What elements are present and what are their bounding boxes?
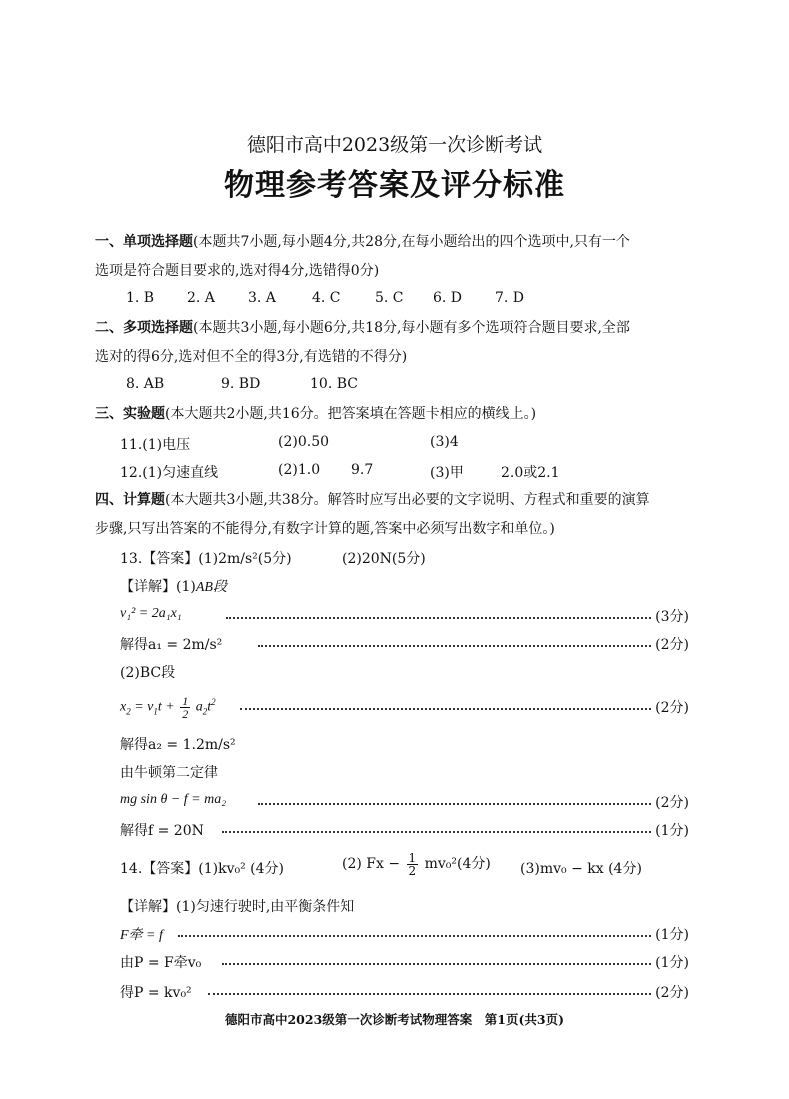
section-4-heading bbox=[95, 490, 650, 510]
q12-part3a: (3)甲 bbox=[430, 465, 464, 481]
q13-eq1: v₁² = 2a₁x₁ bbox=[120, 606, 182, 621]
q13-eq3-score: (2分) bbox=[655, 700, 689, 716]
section-2-heading bbox=[95, 318, 630, 338]
q13-eq5: mg sin θ − f = ma₂ bbox=[120, 792, 227, 807]
q13-answer-1: (1)2m/s²(5分) bbox=[198, 551, 292, 567]
answer-9: 9. BD bbox=[221, 376, 261, 392]
section-1-label: 一、单项选择题 bbox=[95, 234, 193, 250]
answer-5: 5. C bbox=[375, 290, 404, 306]
q13-eq1-score: (3分) bbox=[655, 609, 689, 625]
q13-answer bbox=[120, 548, 292, 568]
q13-eq6-score: (1分) bbox=[655, 823, 689, 839]
leader-dots bbox=[222, 831, 651, 833]
q14-answer-2b: mv₀²(4分) bbox=[424, 856, 491, 872]
q14-eq1-score: (1分) bbox=[655, 927, 689, 943]
q14-eq3-score: (2分) bbox=[655, 985, 689, 1001]
q13-answer-label: 13.【答案】 bbox=[120, 551, 199, 567]
leader-dots bbox=[240, 708, 651, 710]
q13-detail-segment: AB段 bbox=[195, 580, 227, 595]
q14-answer-2 bbox=[342, 850, 491, 878]
section-2-desc-2: 选对的得6分,选对但不全的得3分,有选错的不得分) bbox=[95, 349, 408, 365]
q14-answer-3: (3)mv₀ − kx (4分) bbox=[520, 861, 642, 877]
q13-eq4: 解得a₂ = 1.2m/s² bbox=[120, 737, 236, 753]
q11-part1: 11.(1)电压 bbox=[120, 437, 191, 453]
answer-2: 2. A bbox=[187, 290, 215, 306]
q13-eq2-score: (2分) bbox=[655, 637, 689, 653]
q13-eq6: 解得f = 20N bbox=[120, 823, 204, 839]
q14-eq1: F牵 = f bbox=[120, 928, 163, 943]
section-4-desc-2: 步骤,只写出答案的不能得分,有数字计算的题,答案中必须写出数字和单位。) bbox=[95, 521, 555, 537]
q13-eq5-score: (2分) bbox=[655, 795, 689, 811]
leader-dots bbox=[258, 803, 651, 805]
q14-eq2-score: (1分) bbox=[655, 955, 689, 971]
q13-part2: (2)BC段 bbox=[120, 665, 176, 681]
q14-detail: 【详解】(1)匀速行驶时,由平衡条件知 bbox=[120, 899, 355, 915]
q12-part2b: 9.7 bbox=[351, 462, 374, 478]
q13-law: 由牛顿第二定律 bbox=[120, 765, 218, 781]
q11-part3: (3)4 bbox=[430, 434, 459, 450]
section-1-desc-2: 选项是符合题目要求的,选对得4分,选错得0分) bbox=[95, 263, 380, 279]
section-3-desc: (本大题共2小题,共16分。把答案填在答题卡相应的横线上。) bbox=[165, 406, 537, 422]
answer-8: 8. AB bbox=[126, 376, 165, 392]
section-2-desc: (本题共3小题,每小题6分,共18分,每小题有多个选项符合题目要求,全部 bbox=[193, 320, 630, 336]
answer-7: 7. D bbox=[495, 290, 525, 306]
q14-eq2: 由P = F牵v₀ bbox=[120, 955, 202, 971]
q13-answer-2: (2)20N(5分) bbox=[342, 551, 426, 567]
exam-title: 德阳市高中2023级第一次诊断考试 bbox=[246, 134, 543, 156]
q12-part1: 12.(1)匀速直线 bbox=[120, 465, 219, 481]
page-footer: 德阳市高中2023级第一次诊断考试物理答案 第1页(共3页) bbox=[224, 1012, 564, 1027]
q12-part2a: (2)1.0 bbox=[278, 462, 321, 478]
q14-answer-1: (1)kv₀² (4分) bbox=[198, 861, 284, 877]
answer-1: 1. B bbox=[126, 290, 155, 306]
answer-3: 3. A bbox=[248, 290, 276, 306]
leader-dots bbox=[208, 993, 651, 995]
section-1-desc: (本题共7小题,每小题4分,共28分,在每小题给出的四个选项中,只有一个 bbox=[193, 234, 630, 250]
section-2-label: 二、多项选择题 bbox=[95, 320, 193, 336]
answer-4: 4. C bbox=[312, 290, 341, 306]
answer-6: 6. D bbox=[433, 290, 463, 306]
q13-detail bbox=[120, 576, 227, 596]
q13-eq2: 解得a₁ = 2m/s² bbox=[120, 637, 223, 653]
answer-10: 10. BC bbox=[310, 376, 358, 392]
q14-answer-label: 14.【答案】 bbox=[120, 861, 199, 877]
section-4-desc: (本大题共3小题,共38分。解答时应写出必要的文字说明、方程式和重要的演算 bbox=[165, 492, 650, 508]
leader-dots bbox=[258, 645, 651, 647]
q14-answer bbox=[120, 858, 284, 878]
leader-dots bbox=[226, 617, 651, 619]
section-3-heading bbox=[95, 404, 536, 424]
leader-dots bbox=[222, 963, 651, 965]
q14-eq3: 得P = kv₀² bbox=[120, 985, 192, 1001]
q12-part3b: 2.0或2.1 bbox=[501, 465, 560, 481]
q13-detail-label: 【详解】(1) bbox=[120, 579, 196, 595]
q13-eq3: $x_2 = v_1t$ + $\frac{1}{2}$ $a_2t^2$ bbox=[120, 693, 216, 721]
fraction-half: $\frac{1}{2}$ bbox=[408, 850, 417, 878]
section-4-label: 四、计算题 bbox=[95, 492, 165, 508]
fraction-half: $\frac{1}{2}$ bbox=[182, 693, 189, 721]
leader-dots bbox=[178, 935, 651, 937]
q11-part2: (2)0.50 bbox=[278, 434, 330, 450]
document-title: 物理参考答案及评分标准 bbox=[224, 168, 565, 203]
section-1-heading bbox=[95, 232, 630, 252]
section-3-label: 三、实验题 bbox=[95, 406, 165, 422]
q14-answer-2a: (2) Fx − bbox=[342, 856, 401, 872]
